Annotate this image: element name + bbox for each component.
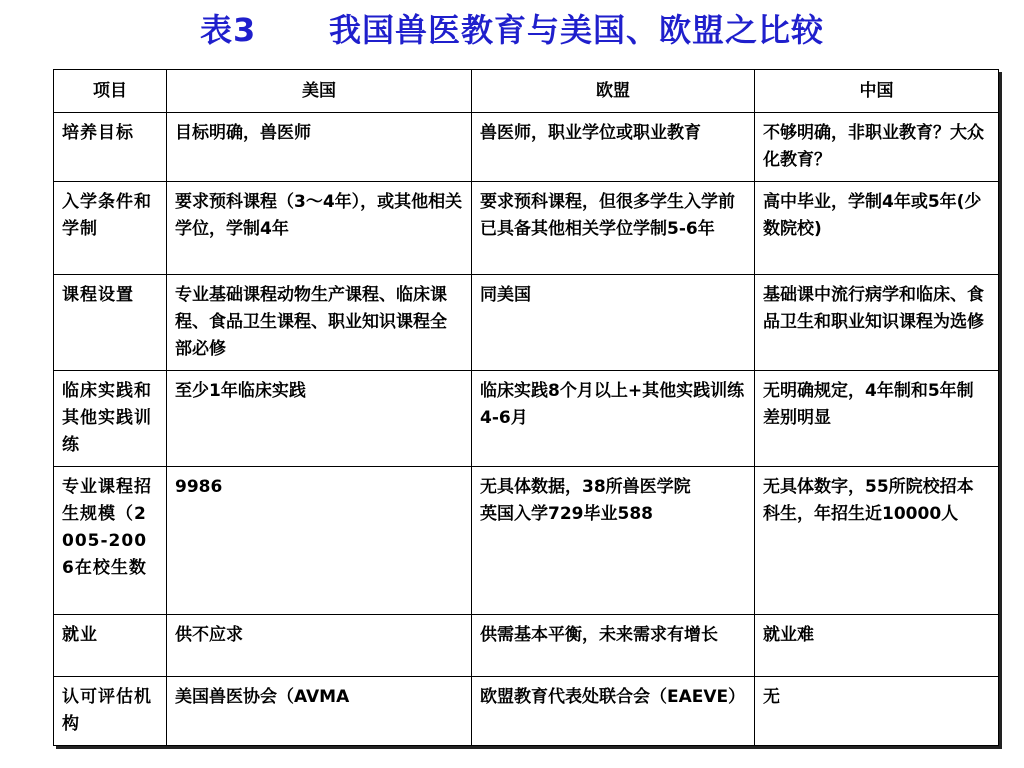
cell-eu: 兽医师，职业学位或职业教育 <box>472 113 755 182</box>
header-eu: 欧盟 <box>472 70 755 113</box>
cell-eu: 供需基本平衡，未来需求有增长 <box>472 615 755 677</box>
cell-cn: 不够明确，非职业教育？大众化教育？ <box>755 113 999 182</box>
cell-eu <box>472 467 755 615</box>
cell-us: 供不应求 <box>167 615 472 677</box>
cell-eu: 欧盟教育代表处联合会（EAEVE） <box>472 677 755 746</box>
cell-us: 至少1年临床实践 <box>167 371 472 467</box>
cell-eu-line: 无具体数据，38所兽医学院 <box>480 477 691 497</box>
table-row <box>54 182 999 275</box>
header-item: 项目 <box>54 70 167 113</box>
cell-us: 9986 <box>167 467 472 615</box>
cell-cn: 无 <box>755 677 999 746</box>
row-label: 就业 <box>54 615 167 677</box>
cell-cn: 无明确规定，4年制和5年制差别明显 <box>755 371 999 467</box>
row-label: 认可评估机构 <box>54 677 167 746</box>
cell-eu: 要求预科课程，但很多学生入学前已具备其他相关学位学制5-6年 <box>472 182 755 275</box>
table-row <box>54 275 999 371</box>
row-label: 专业课程招生规模（2005-2006在校生数 <box>54 467 167 615</box>
header-us: 美国 <box>167 70 472 113</box>
cell-cn: 无具体数字，55所院校招本科生，年招生近10000人 <box>755 467 999 615</box>
cell-cn: 高中毕业，学制4年或5年(少数院校) <box>755 182 999 275</box>
cell-us: 目标明确，兽医师 <box>167 113 472 182</box>
page-title: 表3 我国兽医教育与美国、欧盟之比较 <box>199 11 825 49</box>
table-header-row <box>54 70 999 113</box>
row-label: 课程设置 <box>54 275 167 371</box>
cell-us: 美国兽医协会（AVMA <box>167 677 472 746</box>
table-row <box>54 467 999 615</box>
table-row <box>54 113 999 182</box>
cell-eu-line: 英国入学729毕业588 <box>480 504 653 524</box>
cell-us: 专业基础课程动物生产课程、临床课程、食品卫生课程、职业知识课程全部必修 <box>167 275 472 371</box>
row-label: 临床实践和其他实践训练 <box>54 371 167 467</box>
table-row <box>54 371 999 467</box>
cell-us: 要求预科课程（3～4年），或其他相关学位，学制4年 <box>167 182 472 275</box>
cell-cn: 基础课中流行病学和临床、食品卫生和职业知识课程为选修 <box>755 275 999 371</box>
cell-eu: 临床实践8个月以上+其他实践训练4-6月 <box>472 371 755 467</box>
row-label: 入学条件和学制 <box>54 182 167 275</box>
table-row <box>54 615 999 677</box>
row-label: 培养目标 <box>54 113 167 182</box>
table-row <box>54 677 999 746</box>
cell-cn: 就业难 <box>755 615 999 677</box>
cell-eu: 同美国 <box>472 275 755 371</box>
comparison-table <box>53 69 999 746</box>
header-cn: 中国 <box>755 70 999 113</box>
